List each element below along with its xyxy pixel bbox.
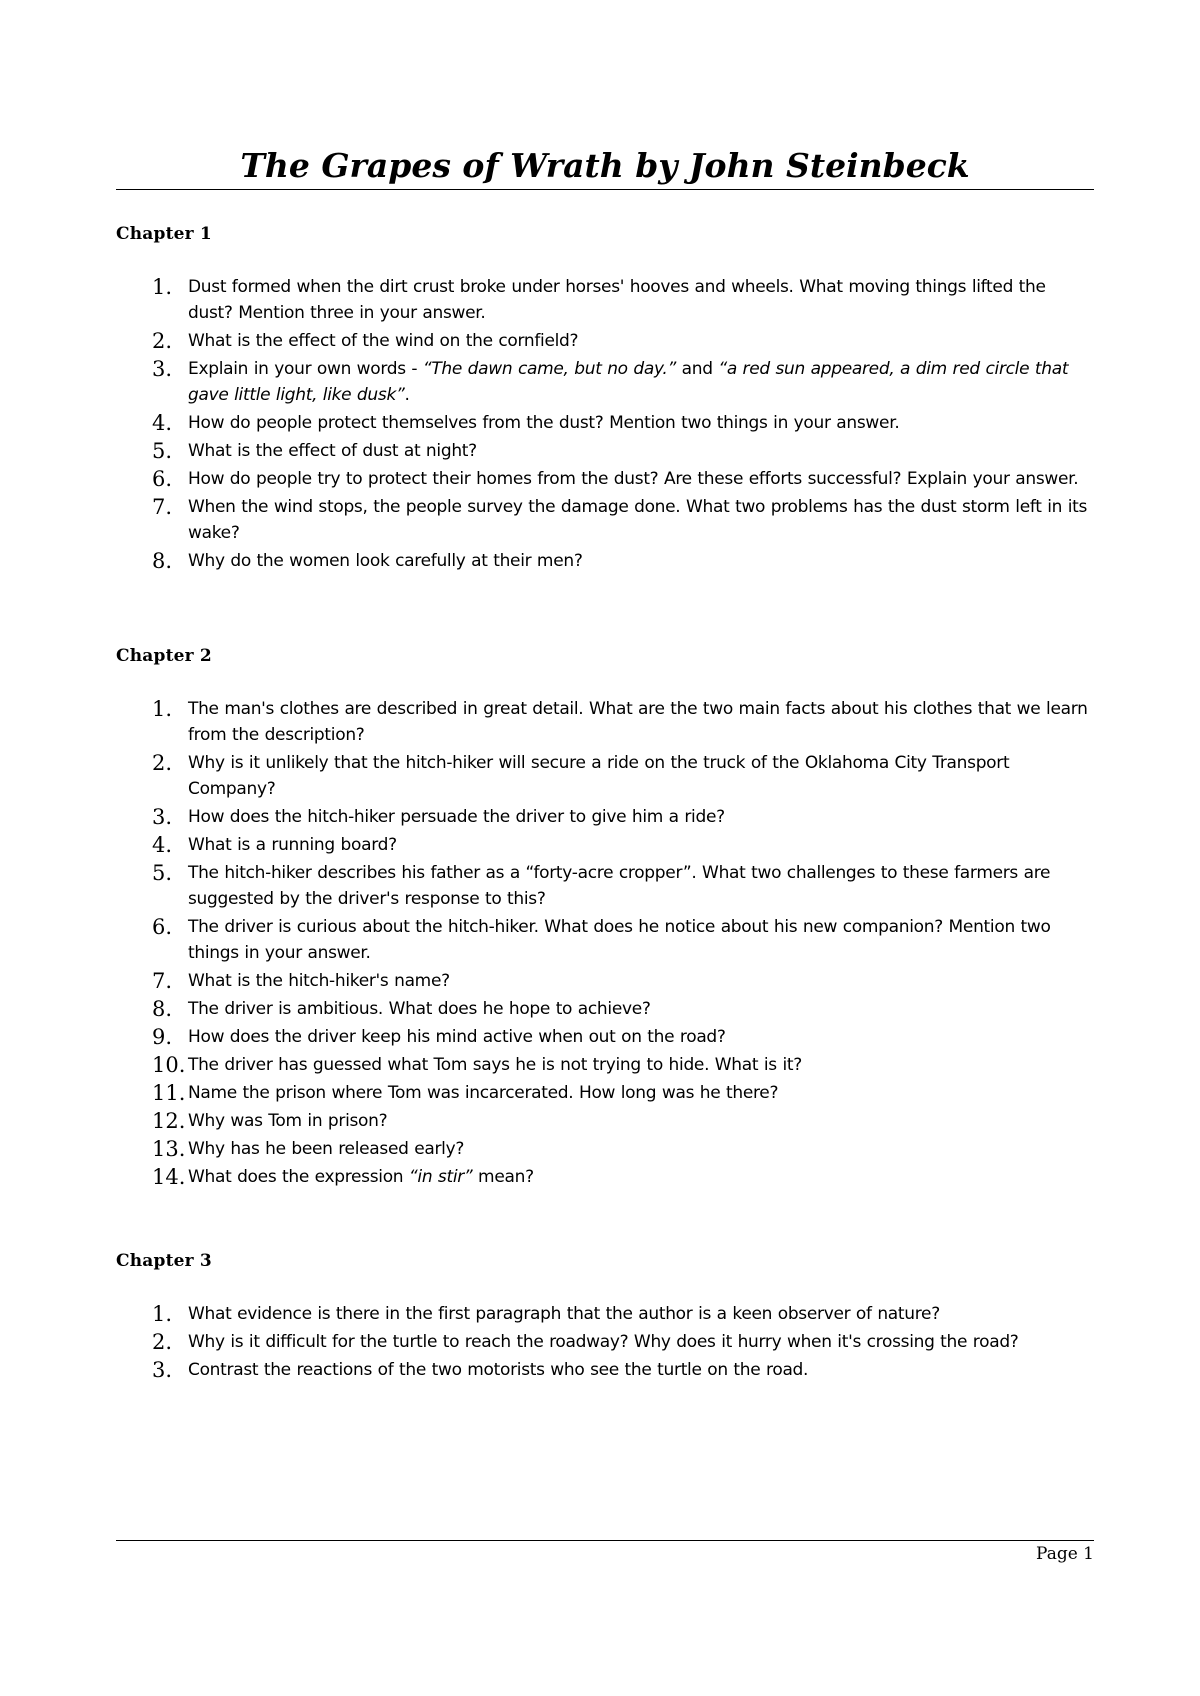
question-item [116,804,1094,830]
question-text [188,1139,464,1159]
question-text-segment: Explain in your own words - [188,359,423,379]
question-text-segment: When the wind stops, the people survey the damage done. What two problems has the dust storm left in its wake? [188,497,1088,543]
question-text [188,1083,778,1103]
question-text-segment: Contrast the reactions of the two motorists who see the turtle on the road. [188,1360,809,1380]
question-number: 2. [152,751,173,775]
question-text [188,1055,802,1075]
question-text-segment: What is the hitch-hiker's name? [188,971,450,991]
question-list [116,696,1094,1190]
question-text-segment: mean? [472,1167,534,1187]
question-text-segment: What does the expression [188,1167,409,1187]
question-number: 5. [152,861,173,885]
question-item [116,274,1094,326]
question-text [188,1360,808,1380]
question-text [188,1332,1019,1352]
question-number: 8. [152,997,173,1021]
question-number: 2. [152,329,173,353]
chapter-heading: Chapter 3 [116,1251,212,1271]
title-divider [116,189,1094,190]
question-text [188,1304,940,1324]
question-item [116,914,1094,966]
question-number: 6. [152,915,173,939]
question-number: 6. [152,467,173,491]
question-item [116,1052,1094,1078]
question-item [116,1136,1094,1162]
question-list [116,1301,1094,1383]
question-number: 3. [152,1358,173,1382]
question-text [188,807,725,827]
question-text [188,441,477,461]
quoted-phrase: “in stir” [408,1167,473,1187]
question-number: 10. [152,1053,186,1077]
question-item [116,1301,1094,1327]
question-text-segment: and [676,359,719,379]
question-text-segment: Why has he been released early? [188,1139,465,1159]
question-text [188,469,1078,489]
question-number: 14. [152,1165,186,1189]
question-item [116,860,1094,912]
question-text-segment: Dust formed when the dirt crust broke under horses' hooves and wheels. What moving things lifted the dust? Mention three in your answer. [188,277,1046,323]
question-text-segment: What is the effect of dust at night? [188,441,477,461]
question-text [188,835,397,855]
question-item [116,968,1094,994]
document-page [116,0,1094,1696]
question-text [188,699,1088,745]
chapter-heading: Chapter 2 [116,646,212,666]
question-text [188,359,1068,405]
question-item [116,696,1094,748]
question-text [188,1111,387,1131]
question-item [116,750,1094,802]
question-number: 4. [152,833,173,857]
question-text [188,1027,726,1047]
question-number: 8. [152,549,173,573]
question-number: 3. [152,357,173,381]
question-number: 12. [152,1109,186,1133]
question-text-segment: How does the driver keep his mind active when out on the road? [188,1027,726,1047]
question-text-segment: What is the effect of the wind on the cornfield? [188,331,579,351]
question-text [188,917,1051,963]
question-number: 1. [152,275,173,299]
question-item [116,1024,1094,1050]
question-text [188,971,450,991]
question-text-segment: The man's clothes are described in great detail. What are the two main facts about his clothes that we learn from the description? [188,699,1088,745]
question-number: 1. [152,697,173,721]
question-text [188,413,899,433]
question-item [116,410,1094,436]
question-number: 7. [152,495,173,519]
question-item [116,466,1094,492]
footer-divider [116,1540,1094,1541]
question-number: 7. [152,969,173,993]
question-text [188,277,1046,323]
question-text [188,551,583,571]
question-number: 1. [152,1302,173,1326]
question-text-segment: The driver has guessed what Tom says he is not trying to hide. What is it? [188,1055,802,1075]
chapter-2-section [116,644,1094,1192]
question-text-segment: . [404,385,410,405]
question-text-segment: Why is it unlikely that the hitch-hiker will secure a ride on the truck of the Oklahoma City Transport Company? [188,753,1010,799]
question-number: 13. [152,1137,186,1161]
question-text-segment: What is a running board? [188,835,397,855]
question-item [116,832,1094,858]
quoted-phrase: “The dawn came, but no day.” [422,359,677,379]
question-item [116,1329,1094,1355]
question-text [188,1167,534,1187]
question-item [116,328,1094,354]
question-text [188,999,651,1019]
quoted-phrase: “a red sun appeared, a dim red circle that gave little light, like dusk” [188,359,1069,405]
question-item [116,494,1094,546]
question-text-segment: The hitch-hiker describes his father as a “forty-acre cropper”. What two challenges to these farmers are suggested by the driver's response to this? [188,863,1051,909]
document-title: The Grapes of Wrath by John Steinbeck [240,146,970,185]
question-text-segment: What evidence is there in the first paragraph that the author is a keen observer of nature? [188,1304,940,1324]
question-text-segment: The driver is curious about the hitch-hiker. What does he notice about his new companion? Mention two things in your answer. [188,917,1051,963]
question-text-segment: Name the prison where Tom was incarcerated. How long was he there? [188,1083,779,1103]
question-text-segment: The driver is ambitious. What does he hope to achieve? [188,999,651,1019]
question-text-segment: How do people protect themselves from the dust? Mention two things in your answer. [188,413,900,433]
question-item [116,438,1094,464]
question-item [116,356,1094,408]
question-list [116,274,1094,574]
question-item [116,1357,1094,1383]
question-number: 2. [152,1330,173,1354]
question-text [188,331,578,351]
question-text-segment: Why do the women look carefully at their men? [188,551,583,571]
question-text-segment: How does the hitch-hiker persuade the driver to give him a ride? [188,807,725,827]
chapter-1-section [116,222,1094,576]
question-text [188,753,1009,799]
question-number: 9. [152,1025,173,1049]
question-text-segment: Why is it difficult for the turtle to reach the roadway? Why does it hurry when it's crossing the road? [188,1332,1019,1352]
chapter-3-section [116,1249,1094,1385]
question-number: 4. [152,411,173,435]
page-number: Page 1 [1036,1544,1094,1564]
question-number: 5. [152,439,173,463]
chapter-heading: Chapter 1 [116,224,212,244]
question-item [116,1164,1094,1190]
question-text-segment: How do people try to protect their homes from the dust? Are these efforts successful? Explain your answer. [188,469,1079,489]
question-item [116,1080,1094,1106]
question-text [188,863,1050,909]
question-text-segment: Why was Tom in prison? [188,1111,388,1131]
question-item [116,548,1094,574]
question-number: 3. [152,805,173,829]
question-text [188,497,1087,543]
question-item [116,996,1094,1022]
question-number: 11. [152,1081,186,1105]
question-item [116,1108,1094,1134]
